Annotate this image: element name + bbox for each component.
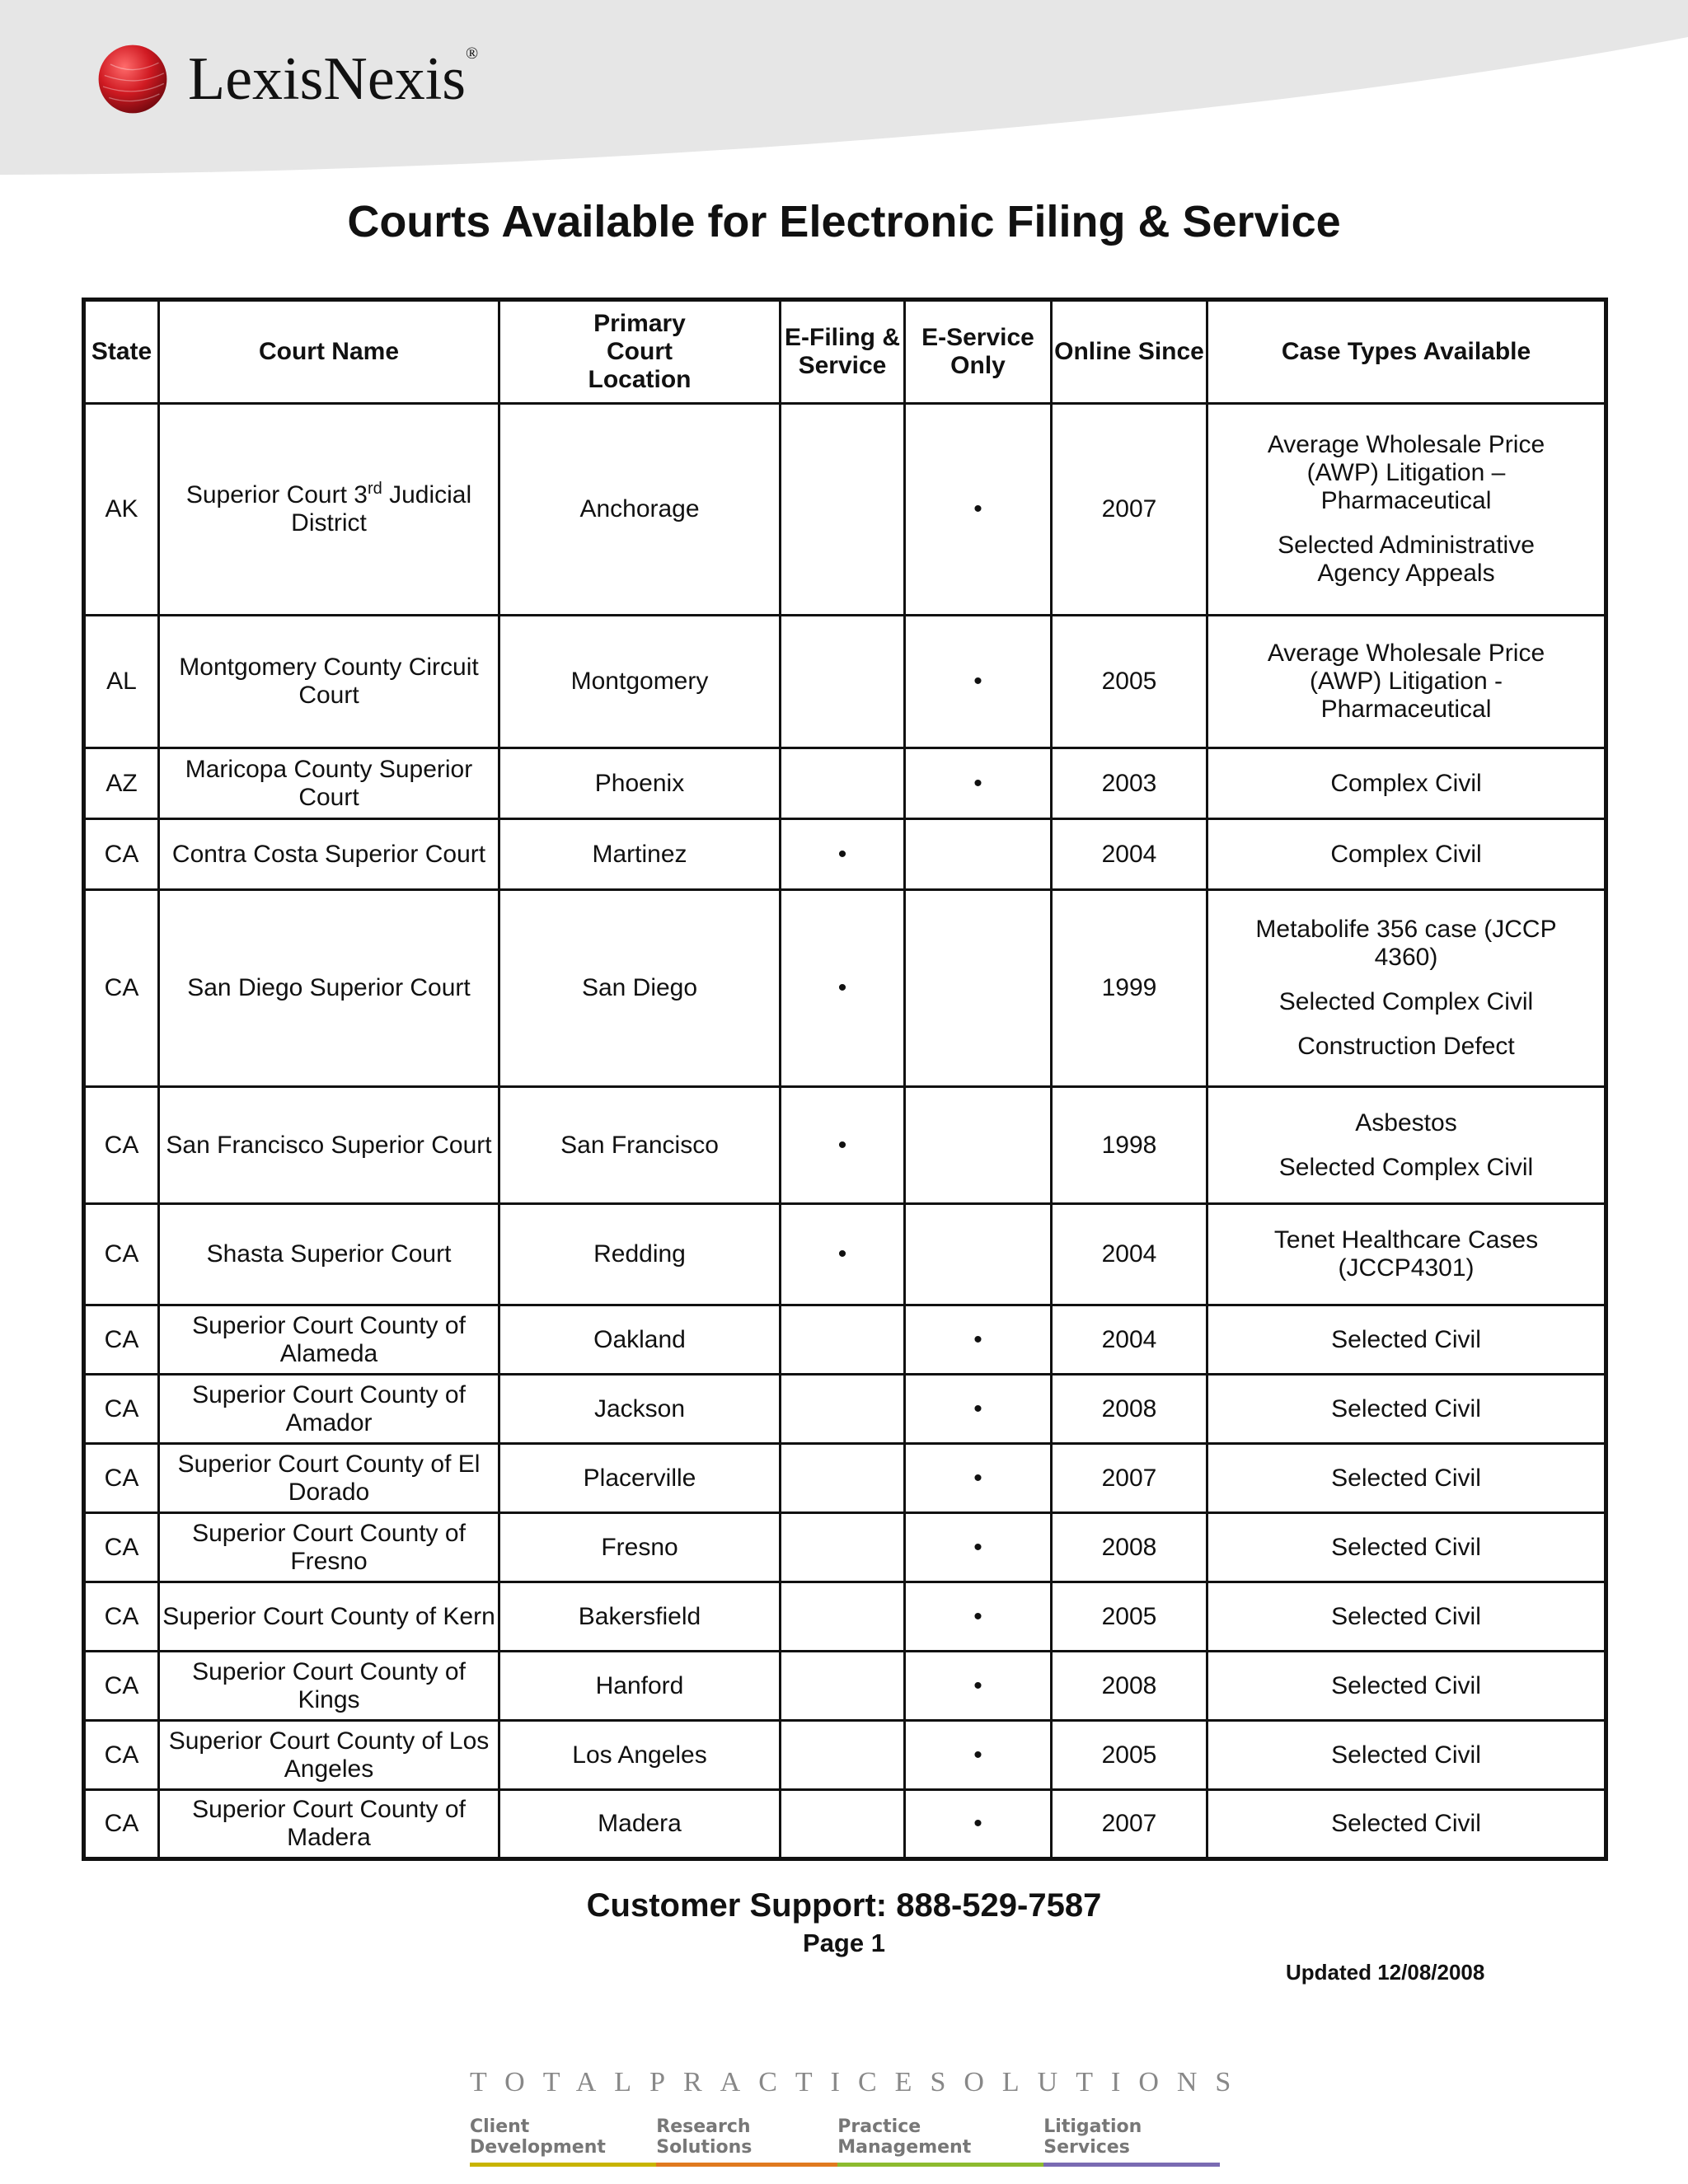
court-name-cell: Shasta Superior Court [159, 1204, 499, 1305]
lexisnexis-logo [96, 41, 478, 117]
table-row [84, 1305, 1606, 1375]
eservice-cell: • [905, 1721, 1052, 1790]
courts-table [82, 298, 1608, 1861]
online-since-cell: 2003 [1052, 748, 1207, 819]
table-row [84, 1652, 1606, 1721]
eservice-cell: • [905, 404, 1052, 616]
eservice-cell: • [905, 1305, 1052, 1375]
tps-word: PRACTICE [649, 2067, 931, 2097]
efiling-cell [781, 616, 905, 748]
location-cell: Phoenix [499, 748, 781, 819]
table-row [84, 1087, 1606, 1204]
table-row [84, 890, 1606, 1087]
location-cell: Placerville [499, 1444, 781, 1513]
court-name-cell: Superior Court County of Kings [159, 1652, 499, 1721]
court-name-cell: Superior Court County of Alameda [159, 1305, 499, 1375]
online-since-cell: 2005 [1052, 1721, 1207, 1790]
tps-categories [470, 2116, 1220, 2167]
case-types-cell: Metabolife 356 case (JCCP 4360) Selected Complex Civil Construction Defect [1207, 890, 1606, 1087]
online-since-cell: 2005 [1052, 616, 1207, 748]
location-cell: Anchorage [499, 404, 781, 616]
eservice-cell [905, 819, 1052, 890]
state-cell: CA [84, 1444, 159, 1513]
updated-date: Updated 12/08/2008 [1286, 1960, 1485, 1985]
efiling-cell [781, 1721, 905, 1790]
state-cell: AZ [84, 748, 159, 819]
table-row [84, 819, 1606, 890]
online-since-cell: 2007 [1052, 1444, 1207, 1513]
state-cell: CA [84, 819, 159, 890]
court-name-cell: Superior Court County of Los Angeles [159, 1721, 499, 1790]
tps-word: TOTAL [470, 2067, 650, 2097]
customer-support-phone: Customer Support: 888-529-7587 [586, 1887, 1102, 1924]
case-types-cell: Tenet Healthcare Cases (JCCP4301) [1207, 1204, 1606, 1305]
state-cell: AL [84, 616, 159, 748]
eservice-cell [905, 890, 1052, 1087]
efiling-cell [781, 1444, 905, 1513]
case-types-cell: Selected Civil [1207, 1582, 1606, 1652]
table-row [84, 1582, 1606, 1652]
online-since-cell: 2008 [1052, 1652, 1207, 1721]
efiling-cell: • [781, 1204, 905, 1305]
location-cell: Los Angeles [499, 1721, 781, 1790]
header-primary-location: Primary Court Location [499, 300, 781, 404]
case-types-cell: Asbestos Selected Complex Civil [1207, 1087, 1606, 1204]
state-cell: CA [84, 1375, 159, 1444]
court-name-cell: Superior Court County of Kern [159, 1582, 499, 1652]
eservice-cell: • [905, 616, 1052, 748]
header-eservice-only: E-Service Only [905, 300, 1052, 404]
table-row [84, 404, 1606, 616]
eservice-cell: • [905, 1582, 1052, 1652]
eservice-cell: • [905, 1790, 1052, 1859]
court-name-cell: San Diego Superior Court [159, 890, 499, 1087]
state-cell: CA [84, 1790, 159, 1859]
efiling-cell [781, 1582, 905, 1652]
location-cell: Jackson [499, 1375, 781, 1444]
table-row [84, 1513, 1606, 1582]
location-cell: Montgomery [499, 616, 781, 748]
court-name-cell: Superior Court County of El Dorado [159, 1444, 499, 1513]
eservice-cell: • [905, 1444, 1052, 1513]
table-row [84, 1790, 1606, 1859]
efiling-cell: • [781, 1087, 905, 1204]
court-name-cell: Superior Court County of Fresno [159, 1513, 499, 1582]
court-name-cell: Superior Court County of Amador [159, 1375, 499, 1444]
eservice-cell: • [905, 1513, 1052, 1582]
location-cell: Bakersfield [499, 1582, 781, 1652]
tps-item-client-development: Client Development [470, 2116, 656, 2167]
state-cell: CA [84, 1305, 159, 1375]
case-types-cell: Selected Civil [1207, 1444, 1606, 1513]
lexisnexis-globe-icon [96, 42, 170, 116]
case-types-cell: Average Wholesale Price (AWP) Litigation – Pharmaceutical Selected Administrative Agency Appeals [1207, 404, 1606, 616]
efiling-cell [781, 748, 905, 819]
case-types-cell: Selected Civil [1207, 1513, 1606, 1582]
eservice-cell [905, 1204, 1052, 1305]
online-since-cell: 2007 [1052, 404, 1207, 616]
case-types-cell: Average Wholesale Price (AWP) Litigation - Pharmaceutical [1207, 616, 1606, 748]
location-cell: Hanford [499, 1652, 781, 1721]
eservice-cell: • [905, 1375, 1052, 1444]
total-practice-solutions-title [470, 2067, 1250, 2098]
table-row [84, 616, 1606, 748]
state-cell: CA [84, 890, 159, 1087]
efiling-cell: • [781, 890, 905, 1087]
table-row [84, 1721, 1606, 1790]
page-number: Page 1 [803, 1929, 885, 1957]
online-since-cell: 1998 [1052, 1087, 1207, 1204]
court-name-cell: Montgomery County Circuit Court [159, 616, 499, 748]
court-name-cell: Maricopa County Superior Court [159, 748, 499, 819]
efiling-cell [781, 1305, 905, 1375]
tps-word: SOLUTIONS [930, 2067, 1250, 2097]
state-cell: CA [84, 1204, 159, 1305]
online-since-cell: 2008 [1052, 1375, 1207, 1444]
header-online-since: Online Since [1052, 300, 1207, 404]
location-cell: Redding [499, 1204, 781, 1305]
court-name-cell: Contra Costa Superior Court [159, 819, 499, 890]
tps-item-practice-management: Practice Management [837, 2116, 1043, 2167]
efiling-cell [781, 1790, 905, 1859]
court-name-cell: San Francisco Superior Court [159, 1087, 499, 1204]
page-title: Courts Available for Electronic Filing & Service [347, 197, 1341, 246]
eservice-cell: • [905, 748, 1052, 819]
efiling-cell [781, 1652, 905, 1721]
online-since-cell: 1999 [1052, 890, 1207, 1087]
location-cell: Fresno [499, 1513, 781, 1582]
header-court-name: Court Name [159, 300, 499, 404]
state-cell: CA [84, 1582, 159, 1652]
location-cell: Oakland [499, 1305, 781, 1375]
case-types-cell: Selected Civil [1207, 1721, 1606, 1790]
eservice-cell: • [905, 1652, 1052, 1721]
registered-mark: ® [466, 45, 479, 63]
case-types-cell: Selected Civil [1207, 1652, 1606, 1721]
header-state: State [84, 300, 159, 404]
tps-item-research-solutions: Research Solutions [656, 2116, 837, 2167]
table-row [84, 1375, 1606, 1444]
efiling-cell [781, 1513, 905, 1582]
efiling-cell [781, 1375, 905, 1444]
online-since-cell: 2004 [1052, 1305, 1207, 1375]
court-name-cell: Superior Court 3rd Judicial District [159, 404, 499, 616]
logo-wordmark: LexisNexis® [188, 45, 479, 113]
online-since-cell: 2004 [1052, 819, 1207, 890]
efiling-cell: • [781, 819, 905, 890]
efiling-cell [781, 404, 905, 616]
header-efiling-service: E-Filing & Service [781, 300, 905, 404]
online-since-cell: 2007 [1052, 1790, 1207, 1859]
online-since-cell: 2004 [1052, 1204, 1207, 1305]
location-cell: Martinez [499, 819, 781, 890]
court-name-cell: Superior Court County of Madera [159, 1790, 499, 1859]
case-types-cell: Complex Civil [1207, 748, 1606, 819]
header-case-types: Case Types Available [1207, 300, 1606, 404]
location-cell: San Francisco [499, 1087, 781, 1204]
tps-item-litigation-services: Litigation Services [1043, 2116, 1220, 2167]
location-cell: Madera [499, 1790, 781, 1859]
state-cell: CA [84, 1721, 159, 1790]
online-since-cell: 2008 [1052, 1513, 1207, 1582]
state-cell: CA [84, 1513, 159, 1582]
case-types-cell: Selected Civil [1207, 1305, 1606, 1375]
online-since-cell: 2005 [1052, 1582, 1207, 1652]
table-row [84, 748, 1606, 819]
eservice-cell [905, 1087, 1052, 1204]
state-cell: CA [84, 1087, 159, 1204]
state-cell: CA [84, 1652, 159, 1721]
table-header-row [84, 300, 1606, 404]
location-cell: San Diego [499, 890, 781, 1087]
state-cell: AK [84, 404, 159, 616]
case-types-cell: Complex Civil [1207, 819, 1606, 890]
table-row [84, 1204, 1606, 1305]
case-types-cell: Selected Civil [1207, 1375, 1606, 1444]
case-types-cell: Selected Civil [1207, 1790, 1606, 1859]
table-row [84, 1444, 1606, 1513]
